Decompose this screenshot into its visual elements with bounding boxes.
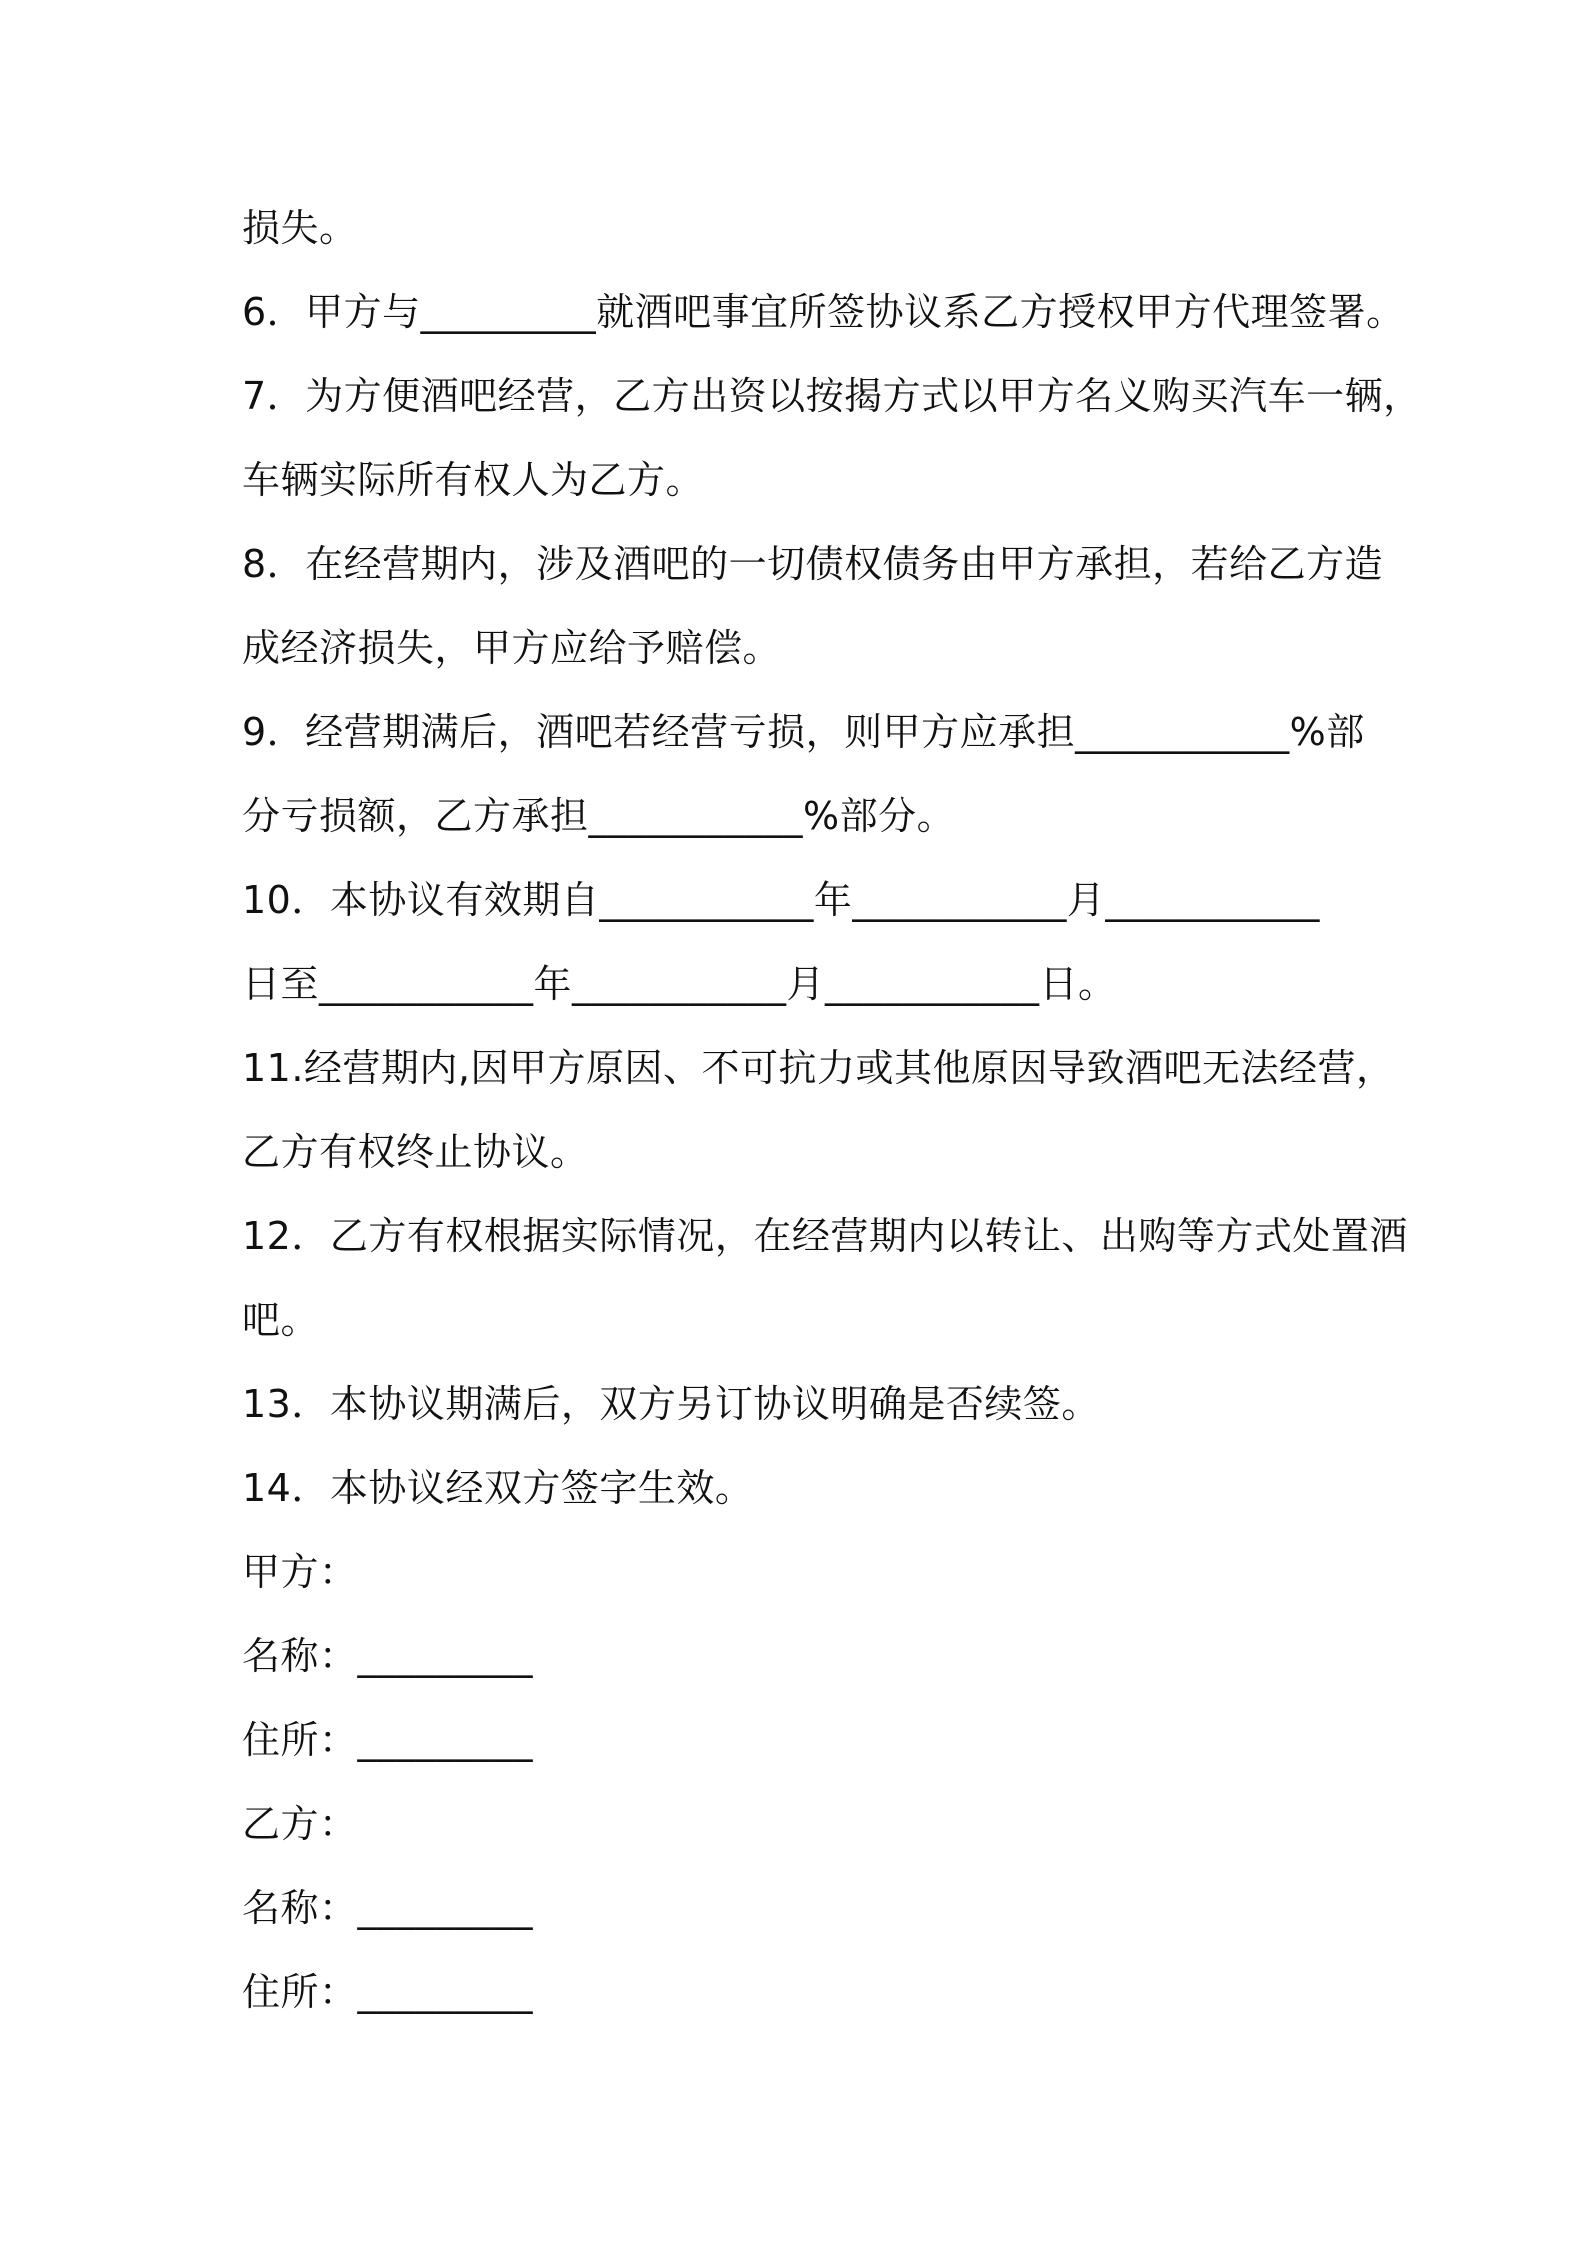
text-line: 损失。 (242, 206, 358, 250)
clause-12: 12．乙方有权根据实际情况，在经营期内以转让、出购等方式处置酒 (242, 1214, 1408, 1258)
text-line: 乙方有权终止协议。 (242, 1130, 589, 1174)
clause-11: 11.经营期内,因甲方原因、不可抗力或其他原因导致酒吧无法经营， (242, 1046, 1395, 1090)
party-a-heading: 甲方： (242, 1550, 358, 1594)
party-b-heading: 乙方： (242, 1802, 358, 1846)
clause-8: 8．在经营期内，涉及酒吧的一切债权债务由甲方承担，若给乙方造 (242, 542, 1384, 586)
party-a-name: 名称：_________ (242, 1634, 534, 1678)
text-line: 分亏损额，乙方承担___________%部分。 (242, 794, 956, 838)
clause-14: 14．本协议经双方签字生效。 (242, 1466, 754, 1510)
clause-6: 6．甲方与_________就酒吧事宜所签协议系乙方授权甲方代理签署。 (242, 290, 1405, 334)
text-line: 成经济损失，甲方应给予赔偿。 (242, 626, 782, 670)
text-line: 日至___________年___________月___________日。 (242, 962, 1117, 1006)
clause-7: 7．为方便酒吧经营，乙方出资以按揭方式以甲方名义购买汽车一辆， (242, 374, 1422, 418)
clause-13: 13．本协议期满后，双方另订协议明确是否续签。 (242, 1382, 1100, 1426)
party-b-address: 住所：_________ (242, 1970, 534, 2014)
party-a-address: 住所：_________ (242, 1718, 534, 1762)
clause-9: 9．经营期满后，酒吧若经营亏损，则甲方应承担___________%部 (242, 710, 1365, 754)
clause-10: 10．本协议有效期自___________年___________月___________ (242, 878, 1320, 922)
text-line: 吧。 (242, 1298, 320, 1342)
party-b-name: 名称：_________ (242, 1886, 534, 1930)
text-line: 车辆实际所有权人为乙方。 (242, 458, 705, 502)
